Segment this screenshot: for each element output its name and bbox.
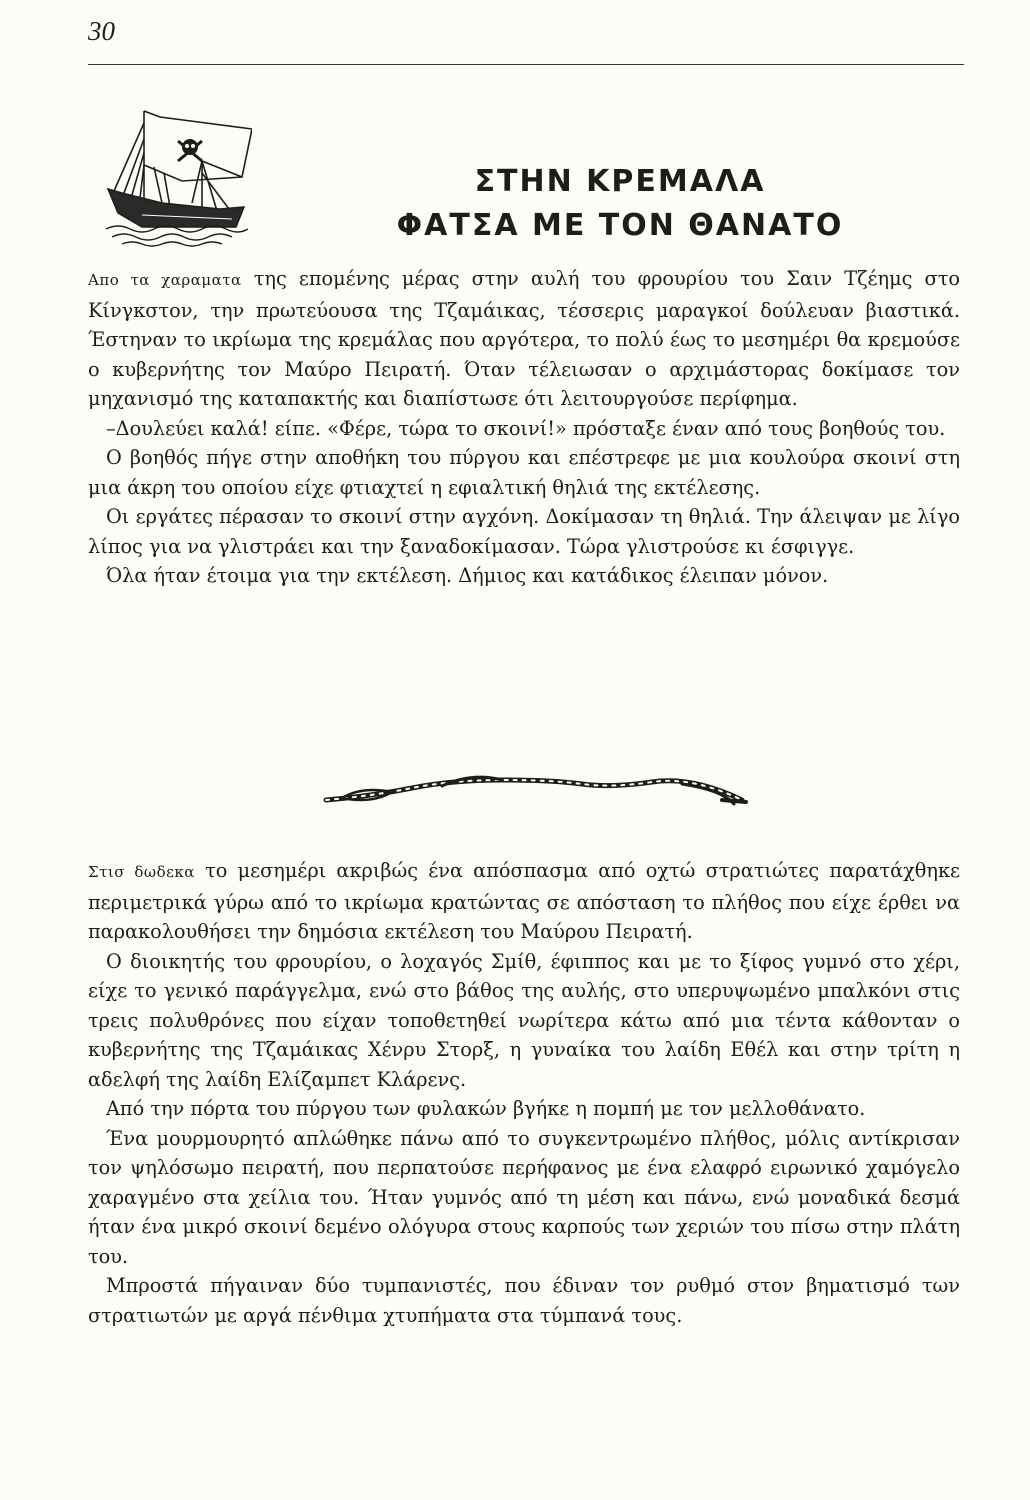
paragraph [88, 856, 960, 947]
lead-in: Aπο τα χαραματα [88, 271, 242, 289]
pirate-ship-illustration [102, 103, 252, 248]
chapter-title-line-1: ΣΤΗΝ ΚΡΕΜΑΛΑ [474, 164, 766, 199]
paragraph: Από την πόρτα του πύργου των φυλακών βγήκε η πομπή με τον μελλοθάνατο. [106, 1097, 866, 1120]
chapter-title [360, 160, 880, 248]
skull-crossbones-icon [178, 139, 202, 161]
paragraph-text: το μεσημέρι ακριβώς ένα απόσπασμα από οχτώ στρατιώτες παρατάχθηκε περιμετρικά γύρω από το ικρίωμα κρατώντας σε απόσταση το πλήθος που είχε έρθει να παρακολουθήσει την δημόσια εκτέλεση του Μαύρου Πειρατή. [88, 859, 960, 943]
chapter-title-line-2: ΦΑΤΣΑ ΜΕ ΤΟΝ ΘΑΝΑΤΟ [396, 208, 844, 243]
page-number: 30 [88, 16, 115, 46]
paragraph: –Δουλεύει καλά! είπε. «Φέρε, τώρα το σκοινί!» πρόσταξε έναν από τους βοηθούς του. [106, 416, 946, 440]
paragraph: Οι εργάτες πέρασαν το σκοινί στην αγχόνη. Δοκίμασαν τη θηλιά. Την άλειψαν με λίγο λίπος για να γλιστράει και την ξαναδοκίμασαν. Τώρα γλιστρούσε κι έσφιγγε. [88, 505, 960, 558]
header-rule [88, 64, 964, 65]
rope-divider-ornament [322, 770, 750, 810]
paragraph: Μπροστά πήγαιναν δύο τυμπανιστές, που έδιναν τον ρυθμό στον βηματισμό των στρατιωτών με αργά πένθιμα χτυπήματα στα τύμπανά τους. [88, 1274, 960, 1327]
paragraph: Όλα ήταν έτοιμα για την εκτέλεση. Δήμιος και κατάδικος έλειπαν μόνον. [106, 564, 829, 587]
paragraph: Ο βοηθός πήγε στην αποθήκη του πύργου και επέστρεφε με μια κουλούρα σκοινί στη μια άκρη του οποίου είχε φτιαχτεί η εφιαλτική θηλιά της εκτέλεσης. [88, 446, 960, 499]
lead-in: Στισ δωδεκα [88, 863, 195, 881]
section-1 [88, 264, 960, 591]
paragraph: Ένα μουρμουρητό απλώθηκε πάνω από το συγκεντρωμένο πλήθος, μόλις αντίκρισαν τον ψηλόσωμο πειρατή, που περπατούσε περήφανος με ένα ελαφρό ειρωνικό χαμόγελο χαραγμένο στα χείλια του. Ήταν γυμνός από τη μέση και πάνω, ενώ μοναδικά δεσμά ήταν ένα μικρό σκοινί δεμένο ολόγυρα στους καρπούς των χεριών του πίσω στην πλάτη του. [88, 1126, 960, 1268]
paragraph [88, 264, 960, 414]
paragraph-text: της επομένης μέρας στην αυλή του φρουρίου του Σαιν Τζέημς στο Κίνγκστον, την πρωτεύουσα της Τζαμάικας, τέσσερις μαραγκοί δούλευαν βιαστικά. Έστηναν το ικρίωμα της κρεμάλας που αργότερα, το πολύ έως το μεσημέρι θα κρεμούσε ο κυβερνήτης τον Μαύρο Πειρατή. Όταν τέλειωσαν ο αρχιμάστορας δοκίμασε τον μηχανισμό της καταπακτής και διαπίστωσε ότι λειτουργούσε περίφημα. [88, 267, 960, 410]
section-2 [88, 856, 960, 1330]
paragraph: Ο διοικητής του φρουρίου, ο λοχαγός Σμίθ, έφιππος και με το ξίφος γυμνό στο χέρι, είχε το γενικό παράγγελμα, ενώ στο βάθος της αυλής, στο υπερυψωμένο μπαλκόνι στις τρεις πολυθρόνες που είχαν τοποθετηθεί νωρίτερα κάτω από μια τέντα κάθονταν ο κυβερνήτης της Τζαμάικας Χένρυ Στορξ, η γυναίκα του λαίδη Εθέλ και στην τρίτη η αδελφή της λαίδη Ελίζαμπετ Κλάρενς. [88, 949, 960, 1091]
